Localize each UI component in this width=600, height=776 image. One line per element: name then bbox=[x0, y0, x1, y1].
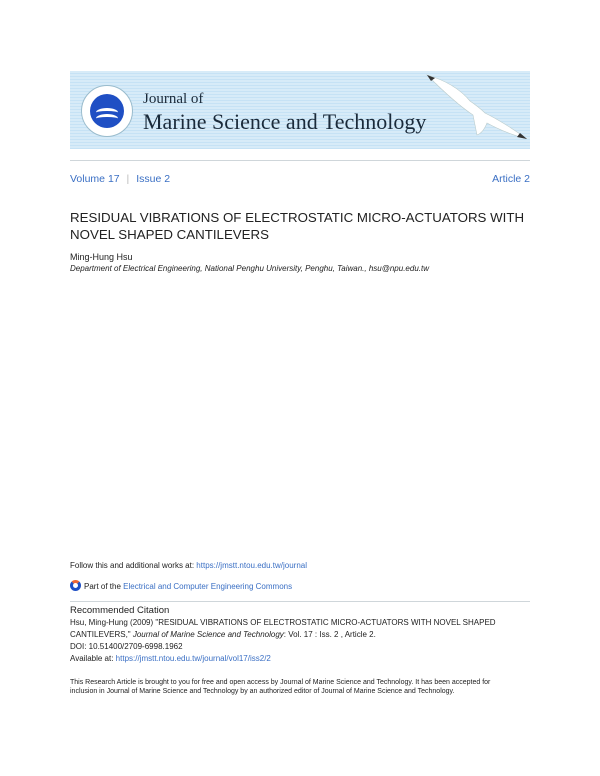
divider bbox=[70, 601, 530, 602]
article-title: RESIDUAL VIBRATIONS OF ELECTROSTATIC MICRO-ACTUATORS WITH NOVEL SHAPED CANTILEVERS bbox=[70, 210, 525, 242]
access-notice: This Research Article is brought to you for free and open access by Journal of Marine Science and Technology. It has been accepted for inclusion in Journal of Marine Science and Technology by an authorized editor of Journal of Marine Science and Technology. bbox=[70, 679, 491, 695]
network-logo-icon bbox=[70, 580, 81, 591]
cover-page: Journal of Marine Science and Technology Volume 17 | Issue 2 Article 2 RESIDUAL VIBRATIONS OF ELECTROSTATIC MICRO-ACTUATORS WITH NOVEL SHAPED CANTILEVERS Ming-Hung Hsu Department of Electrical Engineering, National Penghu University, Penghu, Taiwan., hsu@npu.edu.tw Follow this and additional works at: https://jmstt.ntou.edu.tw/journal Part of the Electrical and Computer Engineering Commons Recommended Citation Hsu, Ming-Hung (2009) "RESIDUAL VIBRATIONS OF ELECTROSTATIC MICRO-ACTUATORS WITH NOVEL SHAPED CANTILEVERS," Journal of Marine Science and Technology: Vol. 17 : Iss. 2 , Article 2. DOI: 10.51400/2709-6998.1962 Available at: https://jmstt.ntou.edu.tw/journal/vol17/iss2/2 This Research Article is brought to you for free and open access by Journal of Marine Science and Technology. It has been accepted for inclusion in Journal of Marine Science and Technology by an authorized editor of Journal of Marine Science and Technology. bbox=[0, 0, 600, 776]
journal-banner bbox=[70, 71, 530, 149]
doi: DOI: 10.51400/2709-6998.1962 bbox=[70, 642, 183, 651]
journal-link[interactable]: https://jmstt.ntou.edu.tw/journal bbox=[196, 561, 308, 570]
part-of-line: Part of the Electrical and Computer Engineering Commons bbox=[70, 580, 292, 591]
author: Ming-Hung Hsu bbox=[70, 252, 133, 262]
citation-line: Hsu, Ming-Hung (2009) "RESIDUAL VIBRATIONS OF ELECTROSTATIC MICRO-ACTUATORS WITH NOVEL SHAPED bbox=[70, 618, 496, 627]
citation-line: CANTILEVERS," Journal of Marine Science and Technology: Vol. 17 : Iss. 2 , Article 2. bbox=[70, 630, 376, 639]
commons-link[interactable]: Electrical and Computer Engineering Commons bbox=[123, 582, 293, 591]
university-seal-logo bbox=[81, 85, 133, 137]
article-url-link[interactable]: https://jmstt.ntou.edu.tw/journal/vol17/iss2/2 bbox=[115, 654, 271, 663]
volume-link[interactable]: Volume 17 bbox=[70, 173, 120, 185]
journal-title-line2: Marine Science and Technology bbox=[143, 109, 427, 134]
available-at: Available at: https://jmstt.ntou.edu.tw/journal/vol17/iss2/2 bbox=[70, 654, 271, 663]
divider bbox=[70, 160, 530, 161]
article-link[interactable]: Article 2 bbox=[492, 173, 530, 185]
affiliation: Department of Electrical Engineering, National Penghu University, Penghu, Taiwan., hsu@npu.edu.tw bbox=[70, 264, 429, 273]
citation-heading: Recommended Citation bbox=[70, 605, 170, 616]
journal-title-line1: Journal of bbox=[143, 91, 204, 107]
issue-link[interactable]: Issue 2 bbox=[136, 173, 171, 185]
follow-line: Follow this and additional works at: https://jmstt.ntou.edu.tw/journal bbox=[70, 561, 308, 570]
seagull-image bbox=[425, 73, 530, 143]
